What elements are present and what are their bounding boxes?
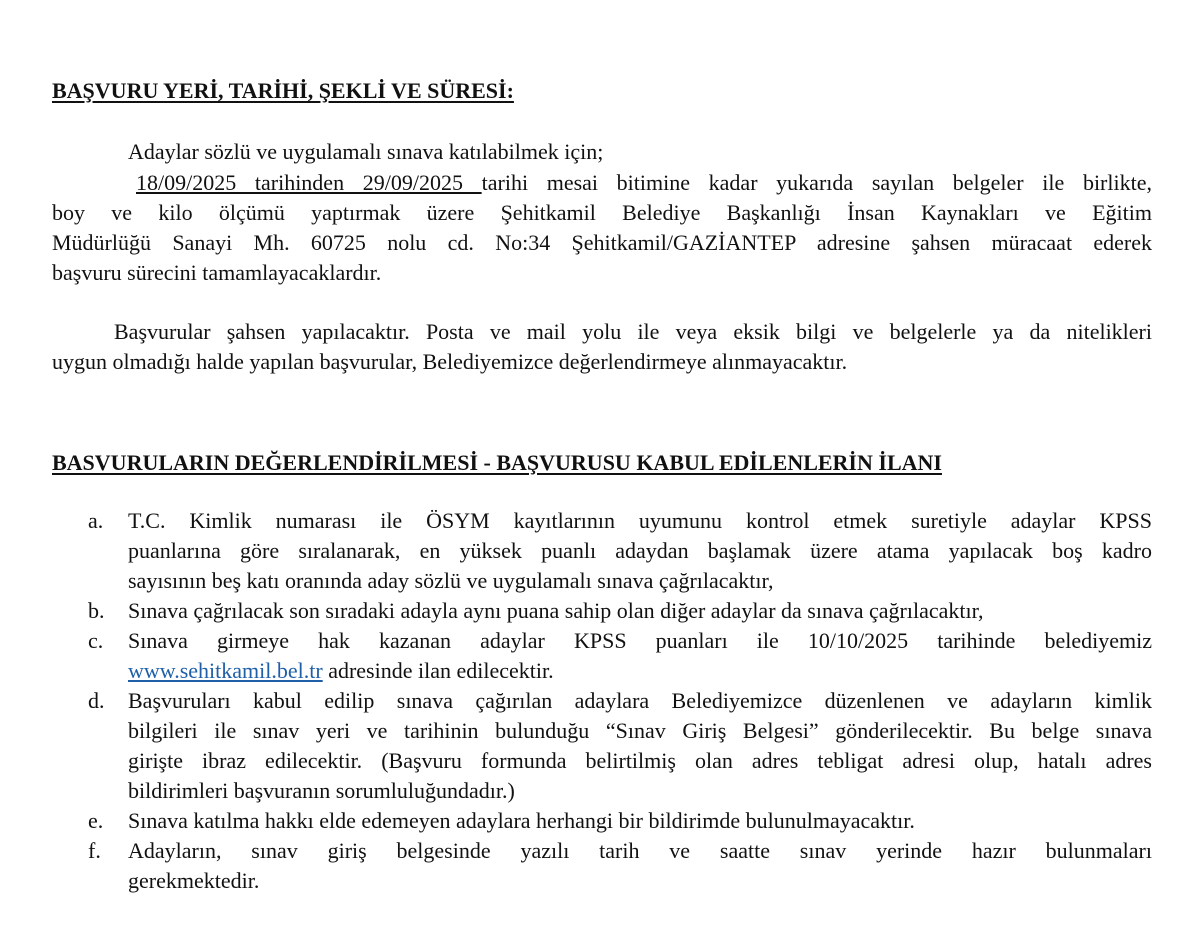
list-item-text (128, 686, 1152, 806)
list-item-line-rest: adresinde ilan edilecektir. (322, 658, 554, 683)
list-item-text (128, 806, 1152, 836)
list-item-line: Başvuruları kabul edilip sınava çağırılan adaylara Belediyemizce düzenlenen ve adayların kimlik (128, 688, 1152, 713)
list-item-line: bildirimleri başvuranın sorumluluğundadır.) (128, 778, 515, 803)
list-item-e (52, 806, 1152, 836)
website-link[interactable]: www.sehitkamil.bel.tr (128, 658, 323, 683)
note-paragraph (52, 317, 1152, 377)
list-item-line: Sınava katılma hakkı elde edemeyen adaylara herhangi bir bildirimde bulunulmayacaktır. (128, 808, 915, 833)
note-line-2: uygun olmadığı halde yapılan başvurular, Belediyemizce değerlendirmeye alınmayacaktır. (52, 349, 848, 374)
list-item-line: T.C. Kimlik numarası ile ÖSYM kayıtlarının uyumunu kontrol etmek suretiyle adaylar KPSS (128, 508, 1152, 533)
list-item-text (128, 836, 1152, 896)
evaluation-list (52, 506, 1152, 896)
list-item-line: Sınava çağrılacak son sıradaki adayla aynı puana sahip olan diğer adaylar da sınava çağrılacaktır, (128, 598, 984, 623)
list-item-line: gerekmektedir. (128, 868, 260, 893)
list-marker: b. (88, 598, 105, 623)
list-item-text (128, 506, 1152, 596)
intro-text: Adaylar sözlü ve uygulamalı sınava katılabilmek için; (128, 139, 604, 164)
section-heading-evaluation: BASVURULARIN DEĞERLENDİRİLMESİ - BAŞVURUSU KABUL EDİLENLERİN İLANI (52, 450, 942, 475)
list-item-b (52, 596, 1152, 626)
list-item-line: girişte ibraz edilecektir. (Başvuru formunda belirtilmiş olan adres tebligat adresi olup, hatalı adres (128, 748, 1152, 773)
list-marker: c. (88, 628, 104, 653)
list-marker: d. (88, 688, 105, 713)
list-item-line: puanlarına göre sıralanarak, en yüksek puanlı adaydan başlamak üzere atama yapılacak boş kadro (128, 538, 1152, 563)
dates-line-1-rest: tarihi mesai bitimine kadar yukarıda sayılan belgeler ile birlikte, (481, 170, 1152, 195)
list-item-f (52, 836, 1152, 896)
dates-paragraph (52, 168, 1152, 288)
dates-line-3: Müdürlüğü Sanayi Mh. 60725 nolu cd. No:34 Şehitkamil/GAZİANTEP adresine şahsen müracaat ederek (52, 230, 1152, 255)
dates-line-2: boy ve kilo ölçümü yaptırmak üzere Şehitkamil Belediye Başkanlığı İnsan Kaynakları ve Eğitim (52, 200, 1152, 225)
section-heading-application: BAŞVURU YERİ, TARİHİ, ŞEKLİ VE SÜRESİ: (52, 78, 514, 103)
intro-paragraph (52, 137, 1152, 167)
dates-line-4: başvuru sürecini tamamlayacaklardır. (52, 260, 382, 285)
dates-line-1 (52, 168, 1152, 198)
list-item-line: sayısının beş katı oranında aday sözlü ve uygulamalı sınava çağrılacaktır, (128, 568, 774, 593)
list-marker: a. (88, 508, 104, 533)
list-item-c (52, 626, 1152, 686)
list-item-d (52, 686, 1152, 806)
date-range: 18/09/2025 tarihinden 29/09/2025 (136, 170, 482, 195)
list-item-line: bilgileri ile sınav yeri ve tarihinin bulunduğu “Sınav Giriş Belgesi” gönderilecektir. Bu belge sınava (128, 718, 1152, 743)
note-line-1: Başvurular şahsen yapılacaktır. Posta ve mail yolu ile veya eksik bilgi ve belgelerle ya da nitelikleri (114, 319, 1152, 344)
list-item-line: Sınava girmeye hak kazanan adaylar KPSS puanları ile 10/10/2025 tarihinde belediyemiz (128, 628, 1152, 653)
list-item-line (128, 656, 1152, 686)
list-item-line: Adayların, sınav giriş belgesinde yazılı tarih ve saatte sınav yerinde hazır bulunmaları (128, 838, 1152, 863)
list-item-a (52, 506, 1152, 596)
list-marker: e. (88, 808, 104, 833)
list-marker: f. (88, 838, 101, 863)
list-item-text (128, 596, 1152, 626)
list-item-text (128, 626, 1152, 686)
